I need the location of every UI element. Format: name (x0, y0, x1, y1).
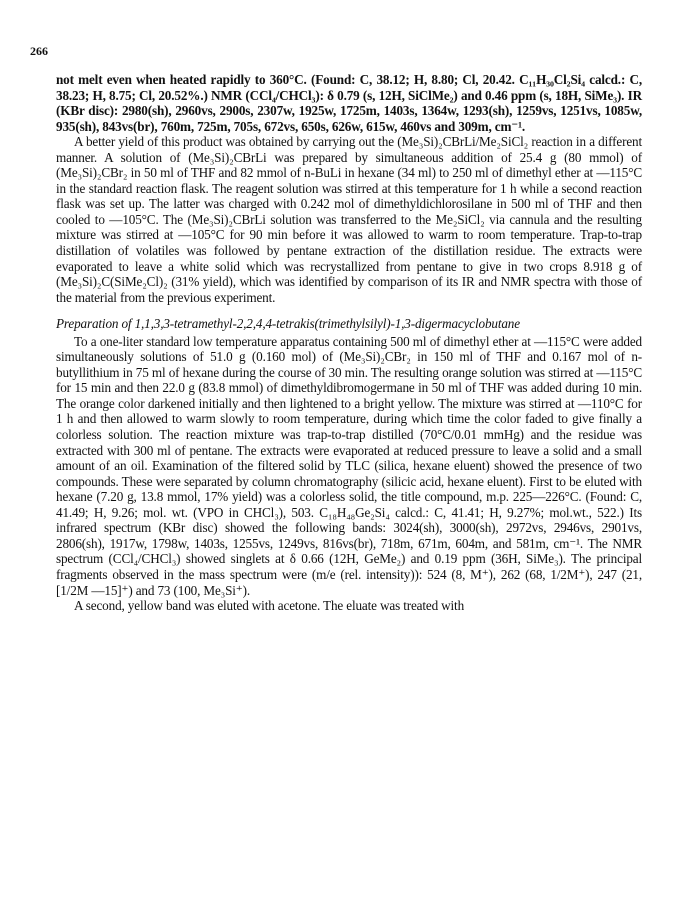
section-heading: Preparation of 1,1,3,3-tetramethyl-2,2,4,4-tetrakis(trimethylsilyl)-1,3-digermacyclobutane (56, 316, 520, 332)
paragraph-better-yield: A better yield of this product was obtained by carrying out the (Me₃Si)₂CBrLi/Me₂SiCl₂ reaction in a different manner. A solution of (Me₃Si)₂CBrLi was prepared by simultaneous addition of 25.4 g (80 mmol) of (Me₃Si)₂CBr₂ in 50 ml of THF and 82 mmol of n-BuLi in hexane (34 ml) to 250 ml of dimethyl ether at —115°C in the standard reaction flask. The reagent solution was stirred at this temperature for 1 h while a second reaction flask was set up. The latter was charged with 0.242 mol of dimethyldichlorosilane in 500 ml of THF and then cooled to —105°C. The (Me₃Si)₂CBrLi solution was transferred to the Me₂SiCl₂ via cannula and the resulting mixture was stirred at —105°C for 90 min before it was allowed to warm to room temperature. Trap-to-trap distillation of volatiles was followed by pentane extraction of the distillation residue. The extracts were evaporated to leave a white solid which was recrystallized from pentane to give in two crops 8.918 g of (Me₃Si)₂C(SiMe₂Cl)₂ (31% yield), which was identified by comparison of its IR and NMR spectra with those of the material from the previous experiment. (56, 134, 642, 305)
paragraph-preparation: To a one-liter standard low temperature apparatus containing 500 ml of dimethyl ether at —115°C were added simultaneously solutions of 51.0 g (0.160 mol) of (Me₃Si)₂CBr₂ in 150 ml of THF and 0.167 mol of n-butyllithium in 75 ml of hexane during the course of 30 min. The resulting orange solution was stirred at —115°C for 15 min and then 22.0 g (83.8 mmol) of dimethyldibromogermane in 50 ml of THF was added during 10 min. The orange color darkened initially and then lightened to a bright yellow. The mixture was stirred at —110°C for 1 h and then allowed to warm slowly to room temperature, during which time the color faded to give finally a colorless solution. The reaction mixture was trap-to-trap distilled (70°C/0.01 mmHg) and the residue was extracted with 300 ml of pentane. The extracts were evaporated at reduced pressure to leave a solid and a small amount of an oil. Examination of the filtered solid by TLC (silica, hexane eluent) showed the presence of two compounds. These were separated by column chromatography (silicic acid, hexane eluent). First to be eluted with hexane (7.20 g, 13.8 mmol, 17% yield) was a colorless solid, the title compound, m.p. 225—226°C. (Found: C, 41.49; H, 9.26; mol. wt. (VPO in CHCl₃), 503. C₁₈H₄₈Ge₂Si₄ calcd.: C, 41.41; H, 9.27%; mol.wt., 522.) Its infrared spectrum (KBr disc) showed the following bands: 3024(sh), 3000(sh), 2972vs, 2946vs, 2901vs, 2806(sh), 1917w, 1798w, 1403s, 1255vs, 1249vs, 816vs(br), 718m, 671m, 604m, and 581m, cm⁻¹. The NMR spectrum (CCl₄/CHCl₃) showed singlets at δ 0.66 (12H, GeMe₂) and 0.19 ppm (36H, SiMe₃). The principal fragments observed in the mass spectrum were (m/e (rel. intensity)): 524 (8, M⁺), 262 (68, 1/2M⁺), 247 (21, [1/2M —15]⁺) and 73 (100, Me₃Si⁺). (56, 333, 642, 598)
body-text (56, 72, 642, 614)
paragraph-analysis-data: not melt even when heated rapidly to 360°C. (Found: C, 38.12; H, 8.80; Cl, 20.42. C₁₁H₃₀Cl₂Si₄ calcd.: C, 38.23; H, 8.75; Cl, 20.52%.) NMR (CCl₄/CHCl₃): δ 0.79 (s, 12H, SiClMe₂) and 0.46 ppm (s, 18H, SiMe₃). IR (KBr disc): 2980(sh), 2960vs, 2900s, 2307w, 1925w, 1725m, 1403s, 1364w, 1293(sh), 1259vs, 1251vs, 1085w, 935(sh), 843vs(br), 760m, 725m, 705s, 672vs, 650s, 626w, 615w, 460vs and 309m, cm⁻¹. (56, 72, 642, 134)
paragraph-second-band: A second, yellow band was eluted with acetone. The eluate was treated with (74, 598, 465, 614)
page-number: 266 (30, 44, 48, 58)
